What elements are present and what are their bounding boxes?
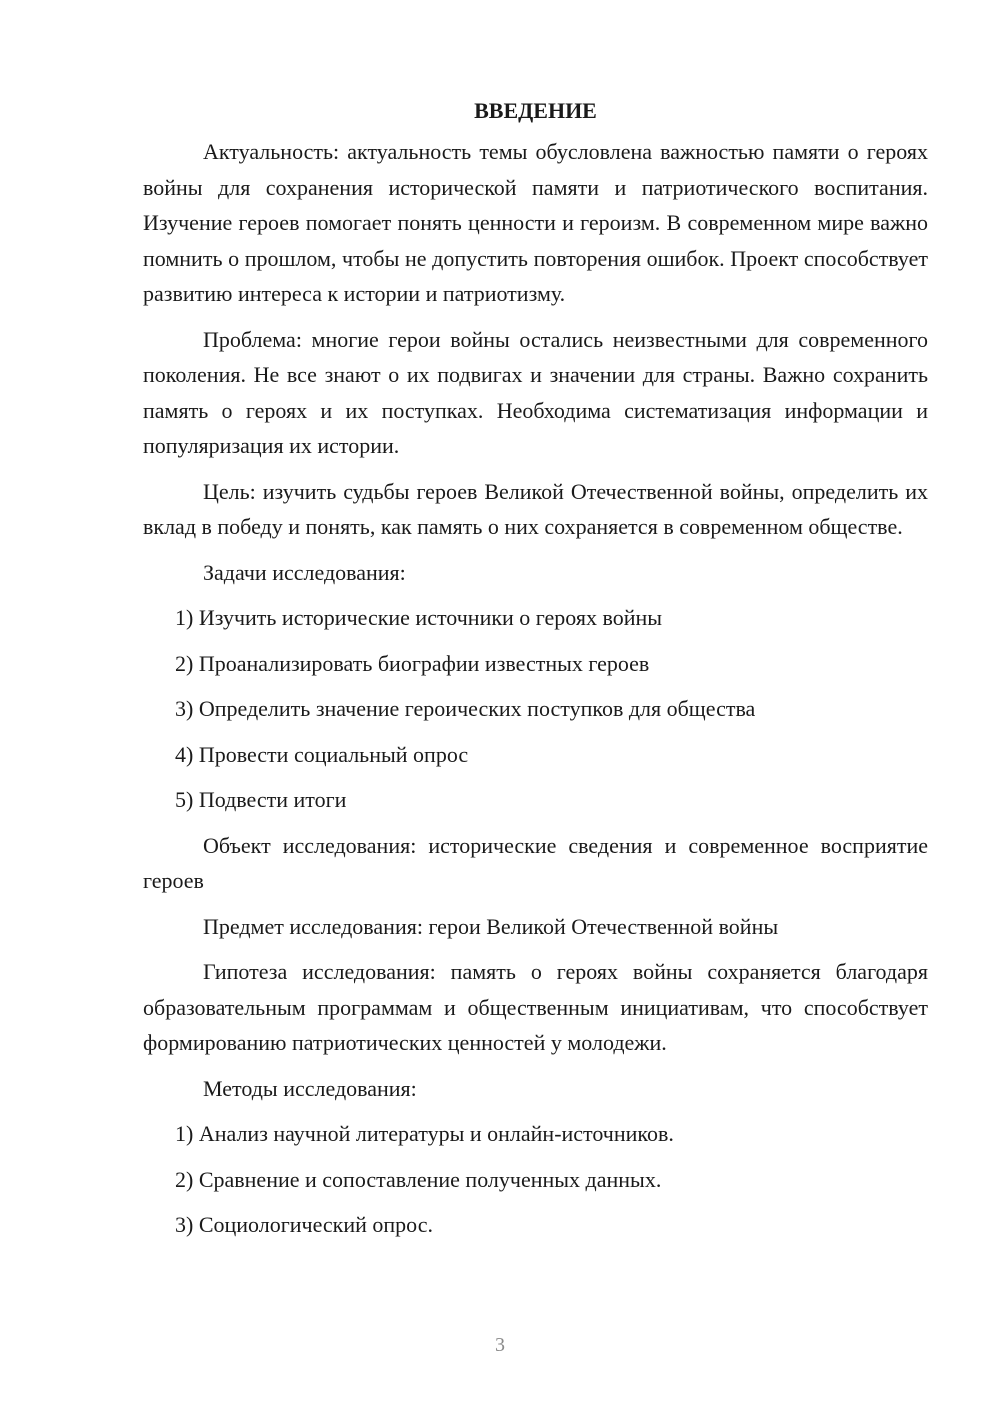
hypothesis-paragraph: Гипотеза исследования: память о героях войны сохраняется благодаря образовательным программам и общественным инициативам, что способствует формированию патриотических ценностей у молодежи. (143, 959, 928, 1055)
object-paragraph: Объект исследования: исторические сведения и современное восприятие героев (143, 832, 928, 893)
relevance-paragraph: Актуальность: актуальность темы обусловлена важностью памяти о героях войны для сохранения исторической памяти и патриотического воспитания. Изучение героев помогает понять ценности и героизм. В современном мире важно помнить о прошлом, чтобы не допустить повторения ошибок. Проект способствует развитию интереса к истории и патриотизму. (143, 139, 928, 306)
methods-heading: Методы исследования: (203, 1075, 417, 1101)
problem-paragraph: Проблема: многие герои войны остались неизвестными для современного поколения. Не все знают о их подвигах и значении для страны. Важно сохранить память о героях и их поступках. Необходима систематизация информации и популяризация их истории. (143, 326, 928, 458)
task-item: 4) Провести социальный опрос (175, 741, 469, 767)
method-item: 1) Анализ научной литературы и онлайн-источников. (175, 1121, 674, 1146)
method-item: 2) Сравнение и сопоставление полученных данных. (175, 1166, 662, 1192)
tasks-heading: Задачи исследования: (203, 559, 406, 585)
page-title: ВВЕДЕНИЕ (474, 98, 597, 123)
method-item: 3) Социологический опрос. (175, 1212, 433, 1237)
task-item: 2) Проанализировать биографии известных героев (175, 650, 650, 676)
goal-paragraph: Цель: изучить судьбы героев Великой Отечественной войны, определить их вклад в победу и понять, как память о них сохраняется в современном обществе. (143, 478, 928, 539)
task-item: 5) Подвести итоги (175, 787, 347, 812)
subject-paragraph: Предмет исследования: герои Великой Отечественной войны (203, 913, 779, 939)
task-item: 3) Определить значение героических поступков для общества (175, 696, 756, 721)
task-item: 1) Изучить исторические источники о героях войны (175, 605, 663, 630)
document-page (143, 96, 928, 1253)
page-number: 3 (495, 1334, 505, 1356)
